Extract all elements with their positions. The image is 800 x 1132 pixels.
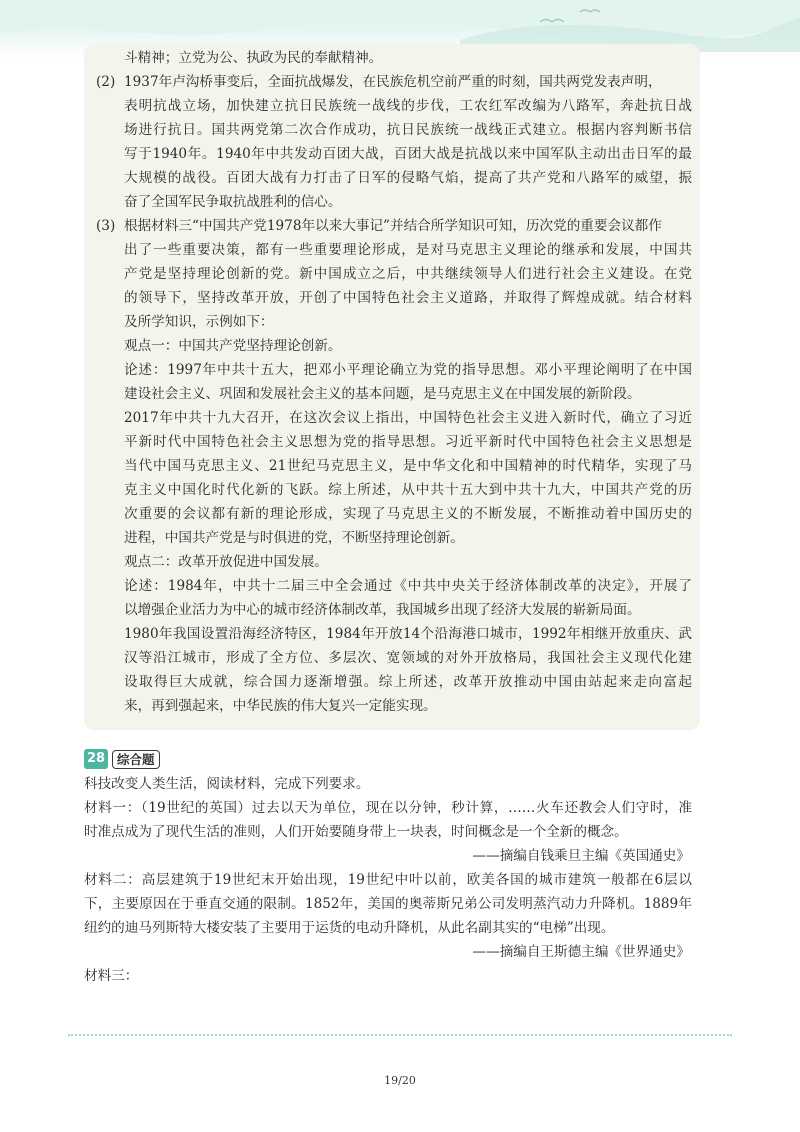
viewpoint-heading: 观点二：改革开放促进中国发展。 — [124, 554, 328, 570]
material-2-source: ——摘编自王斯德主编《世界通史》 — [472, 944, 690, 960]
text-line: 及所学知识，示例如下： — [124, 314, 274, 330]
text-line: 根据材料三“中国共产党1978年以来大事记”并结合所学知识可知，历次党的重要会议都作 — [124, 218, 662, 234]
question-intro: 科技改变人类生活，阅读材料，完成下列要求。 — [84, 776, 370, 792]
text-line: 大规模的战役。百团大战有力打击了日军的侵略气焰，提高了共产党和八路军的威望，振 — [124, 170, 692, 186]
item-number: (2) — [96, 74, 116, 90]
text-line: 出了一些重要决策，都有一些重要理论形成，是对马克思主义理论的继承和发展，中国共 — [124, 242, 692, 258]
answer-item-2-first — [96, 70, 692, 94]
text-line: 当代中国马克思主义、21世纪马克思主义，是中华文化和中国精神的时代精华，实现了马 — [124, 458, 692, 474]
material-1-line: 材料一：（19世纪的英国）过去以天为单位，现在以分钟，秒计算，……火车还教会人们守时，准 — [84, 800, 692, 816]
answer-item-3 — [96, 214, 692, 718]
text-line: 克主义中国化时代化新的飞跃。综上所述，从中共十五大到中共十九大，中国共产党的历 — [124, 482, 692, 498]
text-line: 1980年我国设置沿海经济特区，1984年开放14个沿海港口城市，1992年相继开放重庆、武 — [124, 626, 692, 642]
text-line: 的领导下，坚持改革开放，开创了中国特色社会主义道路，并取得了辉煌成就。结合材料 — [124, 290, 692, 306]
text-line: 建设社会主义、巩固和发展社会主义的基本问题，是马克思主义在中国发展的新阶段。 — [124, 386, 641, 402]
text-line: 1937年卢沟桥事变后，全面抗战爆发，在民族危机空前严重的时刻，国共两党发表声明， — [124, 74, 662, 90]
text-line: 奋了全国军民争取抗战胜利的信心。 — [124, 194, 342, 210]
material-2-line: 纽约的迪马列斯特大楼安装了主要用于运货的电动升降机，从此名副其实的“电梯”出现。 — [84, 920, 615, 936]
text-line: 写于1940年。1940年中共发动百团大战，百团大战是抗战以来中国军队主动出击日军的最 — [124, 146, 692, 162]
text-line: 进程，中国共产党是与时俱进的党，不断坚持理论创新。 — [124, 530, 464, 546]
viewpoint-heading: 观点一：中国共产党坚持理论创新。 — [124, 338, 342, 354]
item-number: (3) — [96, 218, 116, 234]
answer-item-3-first — [96, 214, 692, 238]
text-line: 平新时代中国特色社会主义思想为党的指导思想。习近平新时代中国特色社会主义思想是 — [124, 434, 692, 450]
footer-divider — [68, 1034, 732, 1036]
answer-continuation-line: 斗精神；立党为公、执政为民的奉献精神。 — [124, 50, 383, 66]
text-line: 产党是坚持理论创新的党。新中国成立之后，中共继续领导人们进行社会主义建设。在党 — [124, 266, 692, 282]
text-line: 2017年中共十九大召开，在这次会议上指出，中国特色社会主义进入新时代，确立了习近 — [124, 410, 692, 426]
answer-item-2 — [96, 70, 692, 214]
answer-text — [96, 46, 692, 718]
page-number: 19/20 — [384, 1074, 416, 1087]
material-2-line: 材料二：高层建筑于19世纪末开始出现，19世纪中叶以前，欧美各国的城市建筑一般都在6层以 — [84, 872, 692, 888]
material-1-line: 时准点成为了现代生活的准则，人们开始要随身带上一块表，时间概念是一个全新的概念。 — [84, 824, 628, 840]
text-line: 次重要的会议都有新的理论形成，实现了马克思主义的不断发展，不断推动着中国历史的 — [124, 506, 692, 522]
text-line: 来，再到强起来，中华民族的伟大复兴一定能实现。 — [124, 698, 437, 714]
material-3-label: 材料三： — [84, 968, 139, 984]
text-line: 设取得巨大成就，综合国力逐渐增强。综上所述，改革开放推动中国由站起来走向富起 — [124, 674, 692, 690]
material-2-line: 下，主要原因在于垂直交通的限制。1852年，美国的奥蒂斯兄弟公司发明蒸汽动力升降机。1889年 — [84, 896, 692, 912]
text-line: 表明抗战立场，加快建立抗日民族统一战线的步伐，工农红军改编为八路军，奔赴抗日战 — [124, 98, 692, 114]
material-1-source: ——摘编自钱乘旦主编《英国通史》 — [472, 848, 690, 864]
question-number-badge: 28 — [84, 749, 108, 769]
text-line: 论述：1984年，中共十二届三中全会通过《中共中央关于经济体制改革的决定》，开展了 — [124, 578, 692, 594]
text-line: 论述：1997年中共十五大，把邓小平理论确立为党的指导思想。邓小平理论阐明了在中国 — [124, 362, 692, 378]
question-28 — [84, 748, 692, 988]
text-line: 汉等沿江城市，形成了全方位、多层次、宽领域的对外开放格局，我国社会主义现代化建 — [124, 650, 692, 666]
text-line: 以增强企业活力为中心的城市经济体制改革，我国城乡出现了经济大发展的崭新局面。 — [124, 602, 641, 618]
text-line: 场进行抗日。国共两党第二次合作成功，抗日民族统一战线正式建立。根据内容判断书信 — [124, 122, 692, 138]
question-type-label: 综合题 — [112, 750, 160, 769]
question-header — [84, 748, 692, 770]
